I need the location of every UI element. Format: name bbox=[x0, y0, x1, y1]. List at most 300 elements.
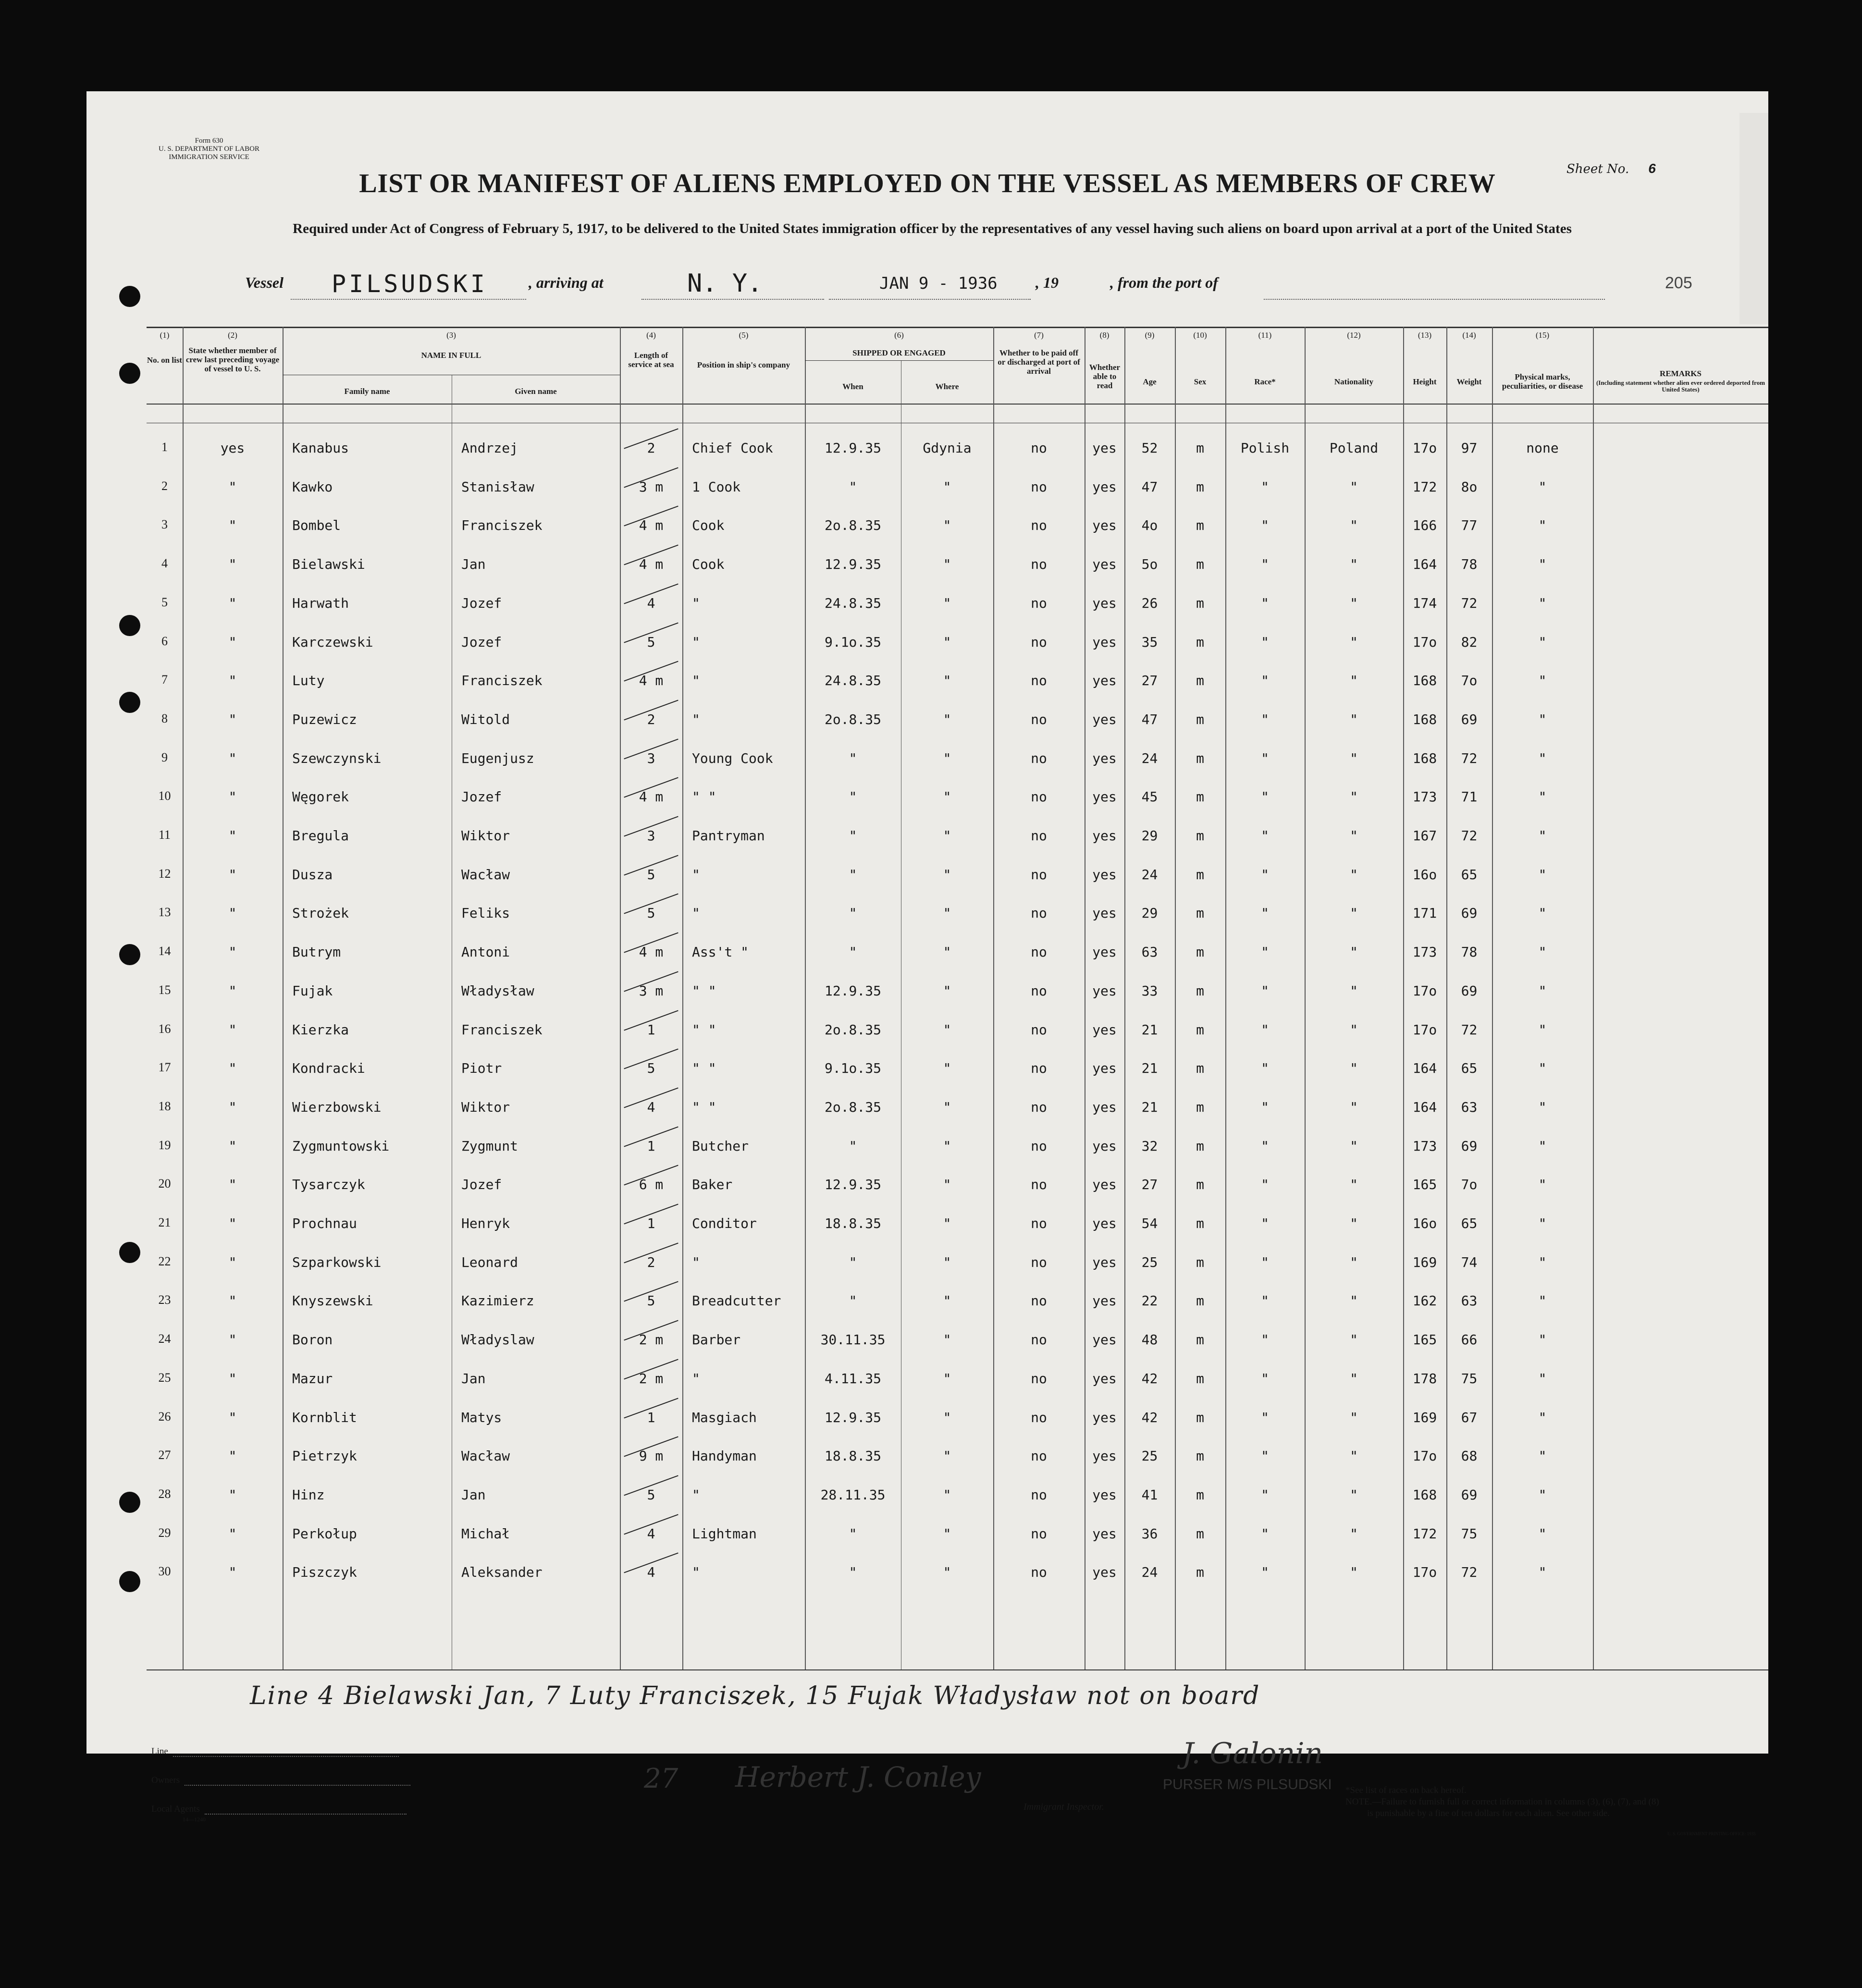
height-cell: 17o bbox=[1412, 440, 1437, 456]
year-label: , 19 bbox=[1036, 274, 1059, 291]
row-number: 2 bbox=[161, 479, 168, 493]
position-cell: " bbox=[692, 634, 700, 650]
nationality-cell: " bbox=[1350, 711, 1358, 727]
height-cell: 17o bbox=[1412, 1564, 1437, 1581]
service-length-cell: 4 m bbox=[639, 789, 664, 805]
able-to-read-cell: yes bbox=[1092, 982, 1117, 999]
physical-marks-cell: " bbox=[1538, 789, 1547, 805]
able-to-read-cell: yes bbox=[1092, 673, 1117, 689]
sex-cell: m bbox=[1196, 1332, 1204, 1348]
family-name-cell: Pietrzyk bbox=[292, 1448, 357, 1464]
age-cell: 32 bbox=[1141, 1138, 1158, 1154]
row-number: 29 bbox=[158, 1525, 171, 1540]
sex-cell: m bbox=[1196, 1448, 1204, 1464]
prev-voyage-cell: " bbox=[228, 595, 237, 611]
weight-cell: 69 bbox=[1461, 982, 1478, 999]
race-cell: " bbox=[1261, 1448, 1269, 1464]
shipped-where-cell: " bbox=[943, 1525, 951, 1542]
shipped-when-cell: " bbox=[849, 828, 857, 844]
able-to-read-cell: yes bbox=[1092, 1564, 1117, 1581]
shipped-where-cell: " bbox=[943, 1409, 951, 1425]
weight-cell: 63 bbox=[1461, 1293, 1478, 1309]
position-cell: Masgiach bbox=[692, 1409, 757, 1425]
nationality-cell: " bbox=[1350, 1293, 1358, 1309]
col-num-10: (10) bbox=[1193, 331, 1207, 340]
shipped-where-cell: Gdynia bbox=[923, 440, 972, 456]
paid-off-cell: no bbox=[1031, 944, 1047, 960]
height-cell: 17o bbox=[1412, 982, 1437, 999]
paid-off-cell: no bbox=[1031, 711, 1047, 727]
printer-imprint: U. S. GOVERNMENT PRINTING OFFICE: 1935 bbox=[1667, 1831, 1756, 1836]
prev-voyage-cell: " bbox=[228, 1370, 237, 1387]
row-number: 23 bbox=[158, 1293, 171, 1307]
family-name-cell: Wierzbowski bbox=[292, 1099, 382, 1115]
height-cell: 165 bbox=[1412, 1177, 1437, 1193]
given-name-cell: Witold bbox=[461, 711, 510, 727]
family-name-cell: Szewczynski bbox=[292, 750, 382, 766]
physical-marks-cell: " bbox=[1538, 828, 1547, 844]
nationality-cell: " bbox=[1350, 750, 1358, 766]
service-length-cell: 4 bbox=[647, 1525, 655, 1542]
table-row bbox=[147, 1131, 1768, 1170]
given-name-cell: Jan bbox=[461, 1486, 486, 1503]
position-cell: Barber bbox=[692, 1332, 741, 1348]
line-label: Line bbox=[151, 1746, 168, 1756]
service-length-cell: 5 bbox=[647, 634, 655, 650]
given-name-cell: Matys bbox=[461, 1409, 502, 1425]
race-cell: " bbox=[1261, 1564, 1269, 1581]
family-name-cell: Fujak bbox=[292, 982, 333, 999]
height-cell: 174 bbox=[1412, 595, 1437, 611]
handwritten-note: Line 4 Bielawski Jan, 7 Luty Franciszek, 15 Fujak Władysław not on board bbox=[250, 1681, 1260, 1710]
col-head-service: Length of service at sea bbox=[628, 351, 674, 369]
race-cell: " bbox=[1261, 982, 1269, 999]
age-cell: 24 bbox=[1141, 1564, 1158, 1581]
position-cell: " bbox=[692, 1254, 700, 1270]
weight-cell: 69 bbox=[1461, 905, 1478, 921]
col-num-1: (1) bbox=[160, 331, 170, 340]
height-cell: 178 bbox=[1412, 1370, 1437, 1387]
shipped-where-cell: " bbox=[943, 1332, 951, 1348]
service-length-cell: 3 m bbox=[639, 982, 664, 999]
col-head-name: NAME IN FULL bbox=[421, 351, 481, 360]
weight-cell: 77 bbox=[1461, 517, 1478, 534]
position-cell: " bbox=[692, 1486, 700, 1503]
position-cell: Cook bbox=[692, 556, 725, 573]
race-cell: " bbox=[1261, 789, 1269, 805]
weight-cell: 7o bbox=[1461, 1177, 1478, 1193]
physical-marks-cell: " bbox=[1538, 1215, 1547, 1231]
given-name-cell: Władysław bbox=[461, 982, 534, 999]
shipped-when-cell: " bbox=[849, 944, 857, 960]
race-cell: " bbox=[1261, 1215, 1269, 1231]
paid-off-cell: no bbox=[1031, 440, 1047, 456]
weight-cell: 69 bbox=[1461, 711, 1478, 727]
shipped-where-cell: " bbox=[943, 479, 951, 495]
shipped-when-cell: " bbox=[849, 479, 857, 495]
prev-voyage-cell: " bbox=[228, 1486, 237, 1503]
inspector-signature: Herbert J. Conley bbox=[735, 1761, 981, 1793]
age-cell: 27 bbox=[1141, 1177, 1158, 1193]
nationality-cell: " bbox=[1350, 1021, 1358, 1038]
height-cell: 168 bbox=[1412, 711, 1437, 727]
family-name-cell: Strożek bbox=[292, 905, 349, 921]
given-name-cell: Wiktor bbox=[461, 828, 510, 844]
paid-off-cell: no bbox=[1031, 1021, 1047, 1038]
shipped-when-cell: 2o.8.35 bbox=[824, 517, 881, 534]
race-cell: " bbox=[1261, 1525, 1269, 1542]
able-to-read-cell: yes bbox=[1092, 1525, 1117, 1542]
service-length-cell: 4 m bbox=[639, 556, 664, 573]
vessel-info bbox=[245, 269, 1711, 303]
service-length-cell: 1 bbox=[647, 1409, 655, 1425]
physical-marks-cell: " bbox=[1538, 1564, 1547, 1581]
sex-cell: m bbox=[1196, 1564, 1204, 1581]
position-cell: " " bbox=[692, 1060, 716, 1077]
nationality-cell: " bbox=[1350, 1138, 1358, 1154]
nationality-cell: " bbox=[1350, 1564, 1358, 1581]
sex-cell: m bbox=[1196, 1215, 1204, 1231]
age-cell: 45 bbox=[1141, 789, 1158, 805]
col-head-age: Age bbox=[1143, 377, 1157, 386]
row-number: 25 bbox=[158, 1370, 171, 1385]
position-cell: Lightman bbox=[692, 1525, 757, 1542]
table-row bbox=[147, 1403, 1768, 1441]
paid-off-cell: no bbox=[1031, 1099, 1047, 1115]
col-num-13: (13) bbox=[1418, 331, 1432, 340]
race-cell: " bbox=[1261, 1138, 1269, 1154]
nationality-cell: " bbox=[1350, 1448, 1358, 1464]
sex-cell: m bbox=[1196, 1060, 1204, 1077]
given-name-cell: Jozef bbox=[461, 789, 502, 805]
paid-off-cell: no bbox=[1031, 750, 1047, 766]
family-name-cell: Butrym bbox=[292, 944, 341, 960]
shipped-where-cell: " bbox=[943, 595, 951, 611]
able-to-read-cell: yes bbox=[1092, 750, 1117, 766]
prev-voyage-cell: " bbox=[228, 789, 237, 805]
nationality-cell: " bbox=[1350, 673, 1358, 689]
col-head-shipped: SHIPPED OR ENGAGED bbox=[852, 348, 946, 357]
given-name-cell: Stanisław bbox=[461, 479, 534, 495]
given-name-cell: Władyslaw bbox=[461, 1332, 534, 1348]
shipped-when-cell: 18.8.35 bbox=[824, 1448, 881, 1464]
table-row bbox=[147, 433, 1768, 472]
able-to-read-cell: yes bbox=[1092, 828, 1117, 844]
position-cell: Cook bbox=[692, 517, 725, 534]
given-name-cell: Henryk bbox=[461, 1215, 510, 1231]
position-cell: " " bbox=[692, 1099, 716, 1115]
position-cell: Conditor bbox=[692, 1215, 757, 1231]
physical-marks-cell: " bbox=[1538, 944, 1547, 960]
age-cell: 4o bbox=[1141, 517, 1158, 534]
nationality-cell: " bbox=[1350, 1254, 1358, 1270]
shipped-subrule bbox=[805, 360, 993, 361]
height-cell: 169 bbox=[1412, 1409, 1437, 1425]
punch-hole bbox=[119, 692, 140, 713]
prev-voyage-cell: " bbox=[228, 517, 237, 534]
age-cell: 52 bbox=[1141, 440, 1158, 456]
col-head-paid-off: Whether to be paid off or discharged at port of arrival bbox=[998, 348, 1080, 376]
paid-off-cell: no bbox=[1031, 595, 1047, 611]
table-row bbox=[147, 744, 1768, 782]
race-cell: " bbox=[1261, 944, 1269, 960]
position-cell: " " bbox=[692, 789, 716, 805]
height-cell: 172 bbox=[1412, 1525, 1437, 1542]
physical-marks-cell: " bbox=[1538, 982, 1547, 999]
family-name-cell: Kanabus bbox=[292, 440, 349, 456]
header-rule bbox=[147, 404, 1768, 405]
able-to-read-cell: yes bbox=[1092, 595, 1117, 611]
physical-marks-cell: " bbox=[1538, 479, 1547, 495]
family-name-cell: Prochnau bbox=[292, 1215, 357, 1231]
family-name-cell: Puzewicz bbox=[292, 711, 357, 727]
given-name-cell: Kazimierz bbox=[461, 1293, 534, 1309]
nationality-cell: " bbox=[1350, 1099, 1358, 1115]
shipped-where-cell: " bbox=[943, 789, 951, 805]
shipped-where-cell: " bbox=[943, 750, 951, 766]
physical-marks-cell: " bbox=[1538, 556, 1547, 573]
able-to-read-cell: yes bbox=[1092, 556, 1117, 573]
able-to-read-cell: yes bbox=[1092, 1370, 1117, 1387]
able-to-read-cell: yes bbox=[1092, 1060, 1117, 1077]
age-cell: 21 bbox=[1141, 1021, 1158, 1038]
race-cell: " bbox=[1261, 1409, 1269, 1425]
sheet-tab bbox=[1739, 113, 1768, 324]
shipped-when-cell: " bbox=[849, 1293, 857, 1309]
weight-cell: 72 bbox=[1461, 595, 1478, 611]
physical-marks-cell: " bbox=[1538, 1138, 1547, 1154]
shipped-where-cell: " bbox=[943, 1254, 951, 1270]
physical-marks-cell: none bbox=[1526, 440, 1559, 456]
weight-cell: 65 bbox=[1461, 1060, 1478, 1077]
table-row bbox=[147, 860, 1768, 898]
sex-cell: m bbox=[1196, 673, 1204, 689]
sex-cell: m bbox=[1196, 982, 1204, 999]
row-number: 8 bbox=[161, 711, 168, 725]
physical-marks-cell: " bbox=[1538, 517, 1547, 534]
line-fill bbox=[173, 1756, 399, 1757]
shipped-where-cell: " bbox=[943, 1448, 951, 1464]
sex-cell: m bbox=[1196, 1370, 1204, 1387]
table-row bbox=[147, 1364, 1768, 1402]
family-name-cell: Tysarczyk bbox=[292, 1177, 365, 1193]
able-to-read-cell: yes bbox=[1092, 1215, 1117, 1231]
race-cell: " bbox=[1261, 634, 1269, 650]
race-cell: " bbox=[1261, 556, 1269, 573]
table-row bbox=[147, 1441, 1768, 1480]
able-to-read-cell: yes bbox=[1092, 1409, 1117, 1425]
given-name-cell: Wiktor bbox=[461, 1099, 510, 1115]
shipped-when-cell: 2o.8.35 bbox=[824, 1021, 881, 1038]
given-name-cell: Wacław bbox=[461, 866, 510, 883]
weight-cell: 66 bbox=[1461, 1332, 1478, 1348]
able-to-read-cell: yes bbox=[1092, 905, 1117, 921]
shipped-when-cell: 12.9.35 bbox=[824, 556, 881, 573]
sex-cell: m bbox=[1196, 711, 1204, 727]
document-subtitle: Required under Act of Congress of February 5, 1917, to be delivered to the United States immigration officer by the representatives of any vessel having such aliens on board upon arrival at a port of the United States bbox=[293, 221, 1572, 236]
race-cell: " bbox=[1261, 1254, 1269, 1270]
weight-cell: 68 bbox=[1461, 1448, 1478, 1464]
nationality-cell: " bbox=[1350, 866, 1358, 883]
physical-marks-cell: " bbox=[1538, 1177, 1547, 1193]
shipped-where-cell: " bbox=[943, 1060, 951, 1077]
sex-cell: m bbox=[1196, 1525, 1204, 1542]
prev-voyage-cell: " bbox=[228, 1254, 237, 1270]
sheet-number-value: 6 bbox=[1648, 161, 1656, 176]
age-cell: 41 bbox=[1141, 1486, 1158, 1503]
race-cell: " bbox=[1261, 905, 1269, 921]
sex-cell: m bbox=[1196, 750, 1204, 766]
race-cell: " bbox=[1261, 1021, 1269, 1038]
age-cell: 24 bbox=[1141, 750, 1158, 766]
race-cell: " bbox=[1261, 1332, 1269, 1348]
age-cell: 29 bbox=[1141, 905, 1158, 921]
family-name-cell: Harwath bbox=[292, 595, 349, 611]
table-row bbox=[147, 1170, 1768, 1208]
department-name: U. S. DEPARTMENT OF LABOR bbox=[159, 145, 259, 153]
paid-off-cell: no bbox=[1031, 1448, 1047, 1464]
weight-cell: 72 bbox=[1461, 750, 1478, 766]
shipped-where-cell: " bbox=[943, 1138, 951, 1154]
col-head-prev-voyage: State whether member of crew last preceding voyage of vessel to U. S. bbox=[185, 346, 280, 373]
service-length-cell: 3 m bbox=[639, 479, 664, 495]
punch-hole bbox=[119, 1242, 140, 1263]
physical-marks-cell: " bbox=[1538, 1486, 1547, 1503]
physical-marks-cell: " bbox=[1538, 711, 1547, 727]
sex-cell: m bbox=[1196, 905, 1204, 921]
service-length-cell: 4 m bbox=[639, 673, 664, 689]
age-cell: 26 bbox=[1141, 595, 1158, 611]
physical-marks-cell: " bbox=[1538, 866, 1547, 883]
table-row bbox=[147, 1248, 1768, 1286]
physical-marks-cell: " bbox=[1538, 1409, 1547, 1425]
service-length-cell: 4 m bbox=[639, 944, 664, 960]
shipped-when-cell: " bbox=[849, 1254, 857, 1270]
position-cell: " bbox=[692, 1370, 700, 1387]
age-cell: 42 bbox=[1141, 1409, 1158, 1425]
weight-cell: 74 bbox=[1461, 1254, 1478, 1270]
paid-off-cell: no bbox=[1031, 1486, 1047, 1503]
given-name-cell: Jozef bbox=[461, 1177, 502, 1193]
age-cell: 48 bbox=[1141, 1332, 1158, 1348]
service-length-cell: 4 bbox=[647, 1564, 655, 1581]
col-num-2: (2) bbox=[228, 331, 237, 340]
sex-cell: m bbox=[1196, 1486, 1204, 1503]
position-cell: 1 Cook bbox=[692, 479, 741, 495]
crew-table bbox=[147, 327, 1768, 1681]
paid-off-cell: no bbox=[1031, 866, 1047, 883]
race-cell: " bbox=[1261, 1293, 1269, 1309]
paid-off-cell: no bbox=[1031, 1177, 1047, 1193]
paid-off-cell: no bbox=[1031, 479, 1047, 495]
shipped-where-cell: " bbox=[943, 1099, 951, 1115]
given-name-cell: Jan bbox=[461, 1370, 486, 1387]
owners-label: Owners bbox=[151, 1775, 180, 1785]
col-num-4: (4) bbox=[646, 331, 656, 340]
form-identifier bbox=[154, 137, 264, 161]
weight-cell: 65 bbox=[1461, 1215, 1478, 1231]
paid-off-cell: no bbox=[1031, 905, 1047, 921]
given-name-cell: Jozef bbox=[461, 634, 502, 650]
race-cell: " bbox=[1261, 1099, 1269, 1115]
shipped-when-cell: " bbox=[849, 750, 857, 766]
row-number: 30 bbox=[158, 1564, 171, 1579]
weight-cell: 67 bbox=[1461, 1409, 1478, 1425]
family-name-cell: Karczewski bbox=[292, 634, 373, 650]
paid-off-cell: no bbox=[1031, 1138, 1047, 1154]
position-cell: Chief Cook bbox=[692, 440, 773, 456]
sex-cell: m bbox=[1196, 828, 1204, 844]
count-note: 27 bbox=[644, 1763, 678, 1794]
family-name-cell: Luty bbox=[292, 673, 325, 689]
able-to-read-cell: yes bbox=[1092, 1099, 1117, 1115]
weight-cell: 7o bbox=[1461, 673, 1478, 689]
weight-cell: 75 bbox=[1461, 1525, 1478, 1542]
height-cell: 168 bbox=[1412, 1486, 1437, 1503]
able-to-read-cell: yes bbox=[1092, 789, 1117, 805]
paid-off-cell: no bbox=[1031, 828, 1047, 844]
family-name-cell: Szparkowski bbox=[292, 1254, 382, 1270]
service-length-cell: 5 bbox=[647, 866, 655, 883]
family-name-cell: Dusza bbox=[292, 866, 333, 883]
race-cell: " bbox=[1261, 1060, 1269, 1077]
table-top-rule bbox=[147, 327, 1768, 328]
shipped-where-cell: " bbox=[943, 1215, 951, 1231]
row-number: 22 bbox=[158, 1254, 171, 1268]
service-name: IMMIGRATION SERVICE bbox=[169, 153, 249, 161]
agents-fill bbox=[205, 1814, 407, 1815]
prev-voyage-cell: " bbox=[228, 711, 237, 727]
document-title: LIST OR MANIFEST OF ALIENS EMPLOYED ON THE VESSEL AS MEMBERS OF CREW bbox=[359, 169, 1496, 198]
row-number: 24 bbox=[158, 1332, 171, 1346]
row-number: 5 bbox=[161, 595, 168, 609]
given-name-cell: Piotr bbox=[461, 1060, 502, 1077]
physical-marks-cell: " bbox=[1538, 1060, 1547, 1077]
inspector-label: Immigrant Inspector. bbox=[1023, 1802, 1104, 1812]
nationality-cell: " bbox=[1350, 1370, 1358, 1387]
vessel-name: PILSUDSKI bbox=[332, 270, 488, 298]
age-cell: 54 bbox=[1141, 1215, 1158, 1231]
penalty-note-1: NOTE.—Failure to furnish full or correct information in columns (3), (6), (7), and (8) bbox=[1345, 1797, 1659, 1807]
able-to-read-cell: yes bbox=[1092, 517, 1117, 534]
paid-off-cell: no bbox=[1031, 1525, 1047, 1542]
family-name-cell: Bombel bbox=[292, 517, 341, 534]
race-cell: " bbox=[1261, 750, 1269, 766]
shipped-where-cell: " bbox=[943, 1564, 951, 1581]
purser-signature: J. Galonin bbox=[1182, 1737, 1323, 1770]
col-head-race: Race* bbox=[1254, 377, 1276, 386]
nationality-cell: " bbox=[1350, 1215, 1358, 1231]
nationality-cell: " bbox=[1350, 1486, 1358, 1503]
shipped-when-cell: 4.11.35 bbox=[824, 1370, 881, 1387]
manifest-sheet bbox=[86, 91, 1768, 1836]
position-cell: Handyman bbox=[692, 1448, 757, 1464]
row-number: 16 bbox=[158, 1021, 171, 1036]
race-cell: " bbox=[1261, 595, 1269, 611]
sex-cell: m bbox=[1196, 1254, 1204, 1270]
col-head-remarks-note: (Including statement whether alien ever ordered deported from United States) bbox=[1596, 379, 1765, 393]
family-name-cell: Piszczyk bbox=[292, 1564, 357, 1581]
age-cell: 22 bbox=[1141, 1293, 1158, 1309]
shipped-where-cell: " bbox=[943, 1177, 951, 1193]
punch-hole bbox=[119, 286, 140, 307]
arriving-port: N. Y. bbox=[687, 269, 763, 298]
row-number: 11 bbox=[158, 828, 171, 842]
row-number: 15 bbox=[158, 982, 171, 997]
service-length-cell: 9 m bbox=[639, 1448, 664, 1464]
sex-cell: m bbox=[1196, 1099, 1204, 1115]
row-number: 19 bbox=[158, 1138, 171, 1152]
